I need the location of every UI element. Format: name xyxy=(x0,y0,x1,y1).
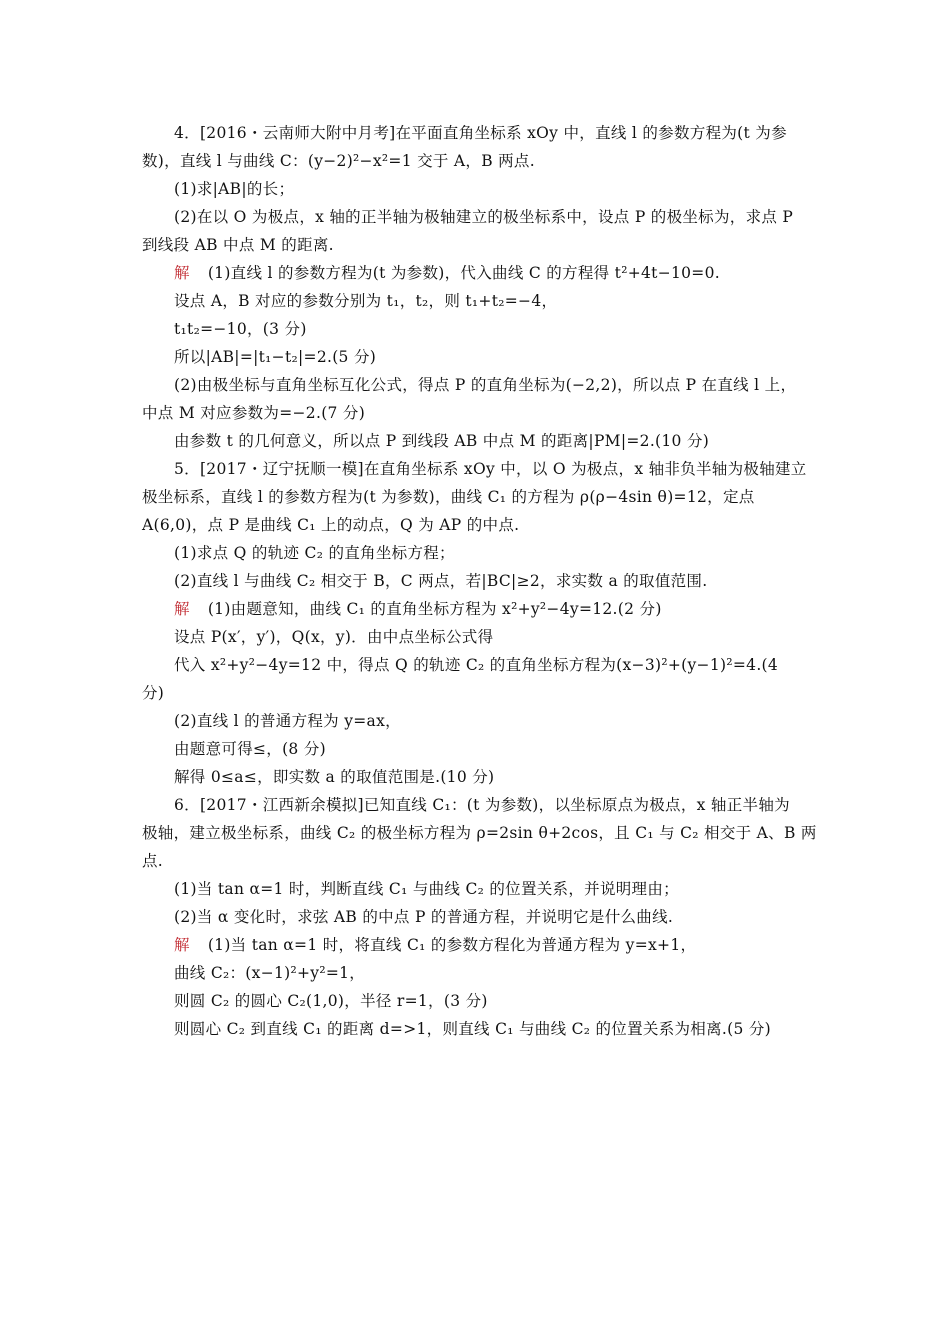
solution-label: 解 xyxy=(174,936,190,954)
problem-5-solution-line-4: 分) xyxy=(142,684,165,702)
problem-5-solution-line-6: 由题意可得≤，(8 分) xyxy=(174,740,326,758)
problem-6-line-3: 点. xyxy=(142,852,164,870)
problem-6-solution-line-1: 解 (1)当 tan α=1 时，将直线 C₁ 的参数方程化为普通方程为 y=x+1， xyxy=(174,936,697,954)
problem-6-solution-line-4: 则圆心 C₂ 到直线 C₁ 的距离 d=>1，则直线 C₁ 与曲线 C₂ 的位置关系为相离.(5 分) xyxy=(174,1020,772,1038)
problem-4-line-2: 数)，直线 l 与曲线 C：(y−2)²−x²=1 交于 A，B 两点. xyxy=(142,152,535,170)
problem-4-solution-line-1: 解 (1)直线 l 的参数方程为(t 为参数)，代入曲线 C 的方程得 t²+4t−10=0. xyxy=(174,264,720,282)
problem-6-solution-line-3: 则圆 C₂ 的圆心 C₂(1,0)，半径 r=1，(3 分) xyxy=(174,992,488,1010)
problem-4-question-2-cont: 到线段 AB 中点 M 的距离. xyxy=(142,236,334,254)
problem-5-line-2: 极坐标系，直线 l 的参数方程为(t 为参数)，曲线 C₁ 的方程为 ρ(ρ−4sin θ)=12，定点 xyxy=(142,488,755,506)
problem-4-solution-line-5: (2)由极坐标与直角坐标互化公式，得点 P 的直角坐标为(−2,2)，所以点 P 在直线 l 上， xyxy=(174,376,797,394)
problem-5-solution-line-5: (2)直线 l 的普通方程为 y=ax， xyxy=(174,712,401,730)
problem-5-solution-line-2: 设点 P(x′，y′)，Q(x，y)．由中点坐标公式得 xyxy=(174,628,494,646)
problem-5-solution-line-3: 代入 x²+y²−4y=12 中，得点 Q 的轨迹 C₂ 的直角坐标方程为(x−3)²+(y−1)²=4.(4 xyxy=(174,656,779,674)
problem-4-solution-line-7: 由参数 t 的几何意义，所以点 P 到线段 AB 中点 M 的距离|PM|=2.(10 分) xyxy=(174,432,710,450)
problem-6-question-1: (1)当 tan α=1 时，判断直线 C₁ 与曲线 C₂ 的位置关系，并说明理由； xyxy=(174,880,679,898)
problem-4-solution-line-6: 中点 M 对应参数为=−2.(7 分) xyxy=(142,404,366,422)
problem-6-question-2: (2)当 α 变化时，求弦 AB 的中点 P 的普通方程，并说明它是什么曲线. xyxy=(174,908,674,926)
problem-4-line-1: 4．[2016・云南师大附中月考]在平面直角坐标系 xOy 中，直线 l 的参数方程为(t 为参 xyxy=(174,124,787,142)
problem-4-solution-line-4: 所以|AB|=|t₁−t₂|=2.(5 分) xyxy=(174,348,377,366)
solution-label: 解 xyxy=(174,600,190,618)
problem-5-solution-line-1: 解 (1)由题意知，曲线 C₁ 的直角坐标方程为 x²+y²−4y=12.(2 分) xyxy=(174,600,662,618)
problem-4-solution-line-3: t₁t₂=−10，(3 分) xyxy=(174,320,307,338)
problem-5-question-2: (2)直线 l 与曲线 C₂ 相交于 B，C 两点，若|BC|≥2，求实数 a 的取值范围. xyxy=(174,572,708,590)
problem-6-line-2: 极轴，建立极坐标系，曲线 C₂ 的极坐标方程为 ρ=2sin θ+2cos，且 C₁ 与 C₂ 相交于 A、B 两 xyxy=(142,824,817,842)
problem-4-solution-line-2: 设点 A，B 对应的参数分别为 t₁，t₂，则 t₁+t₂=−4， xyxy=(174,292,558,310)
problem-5-line-3: A(6,0)，点 P 是曲线 C₁ 上的动点，Q 为 AP 的中点. xyxy=(142,516,520,534)
problem-4-question-2: (2)在以 O 为极点，x 轴的正半轴为极轴建立的极坐标系中，设点 P 的极坐标为，求点 P xyxy=(174,208,794,226)
problem-5-solution-line-7: 解得 0≤a≤，即实数 a 的取值范围是.(10 分) xyxy=(174,768,495,786)
problem-5-line-1: 5．[2017・辽宁抚顺一模]在直角坐标系 xOy 中，以 O 为极点，x 轴非负半轴为极轴建立 xyxy=(174,460,807,478)
problem-6-line-1: 6．[2017・江西新余模拟]已知直线 C₁：(t 为参数)，以坐标原点为极点，x 轴正半轴为 xyxy=(174,796,790,814)
problem-5-question-1: (1)求点 Q 的轨迹 C₂ 的直角坐标方程； xyxy=(174,544,455,562)
problem-4-question-1: (1)求|AB|的长； xyxy=(174,180,295,198)
problem-6-solution-line-2: 曲线 C₂：(x−1)²+y²=1， xyxy=(174,964,366,982)
solution-label: 解 xyxy=(174,264,190,282)
